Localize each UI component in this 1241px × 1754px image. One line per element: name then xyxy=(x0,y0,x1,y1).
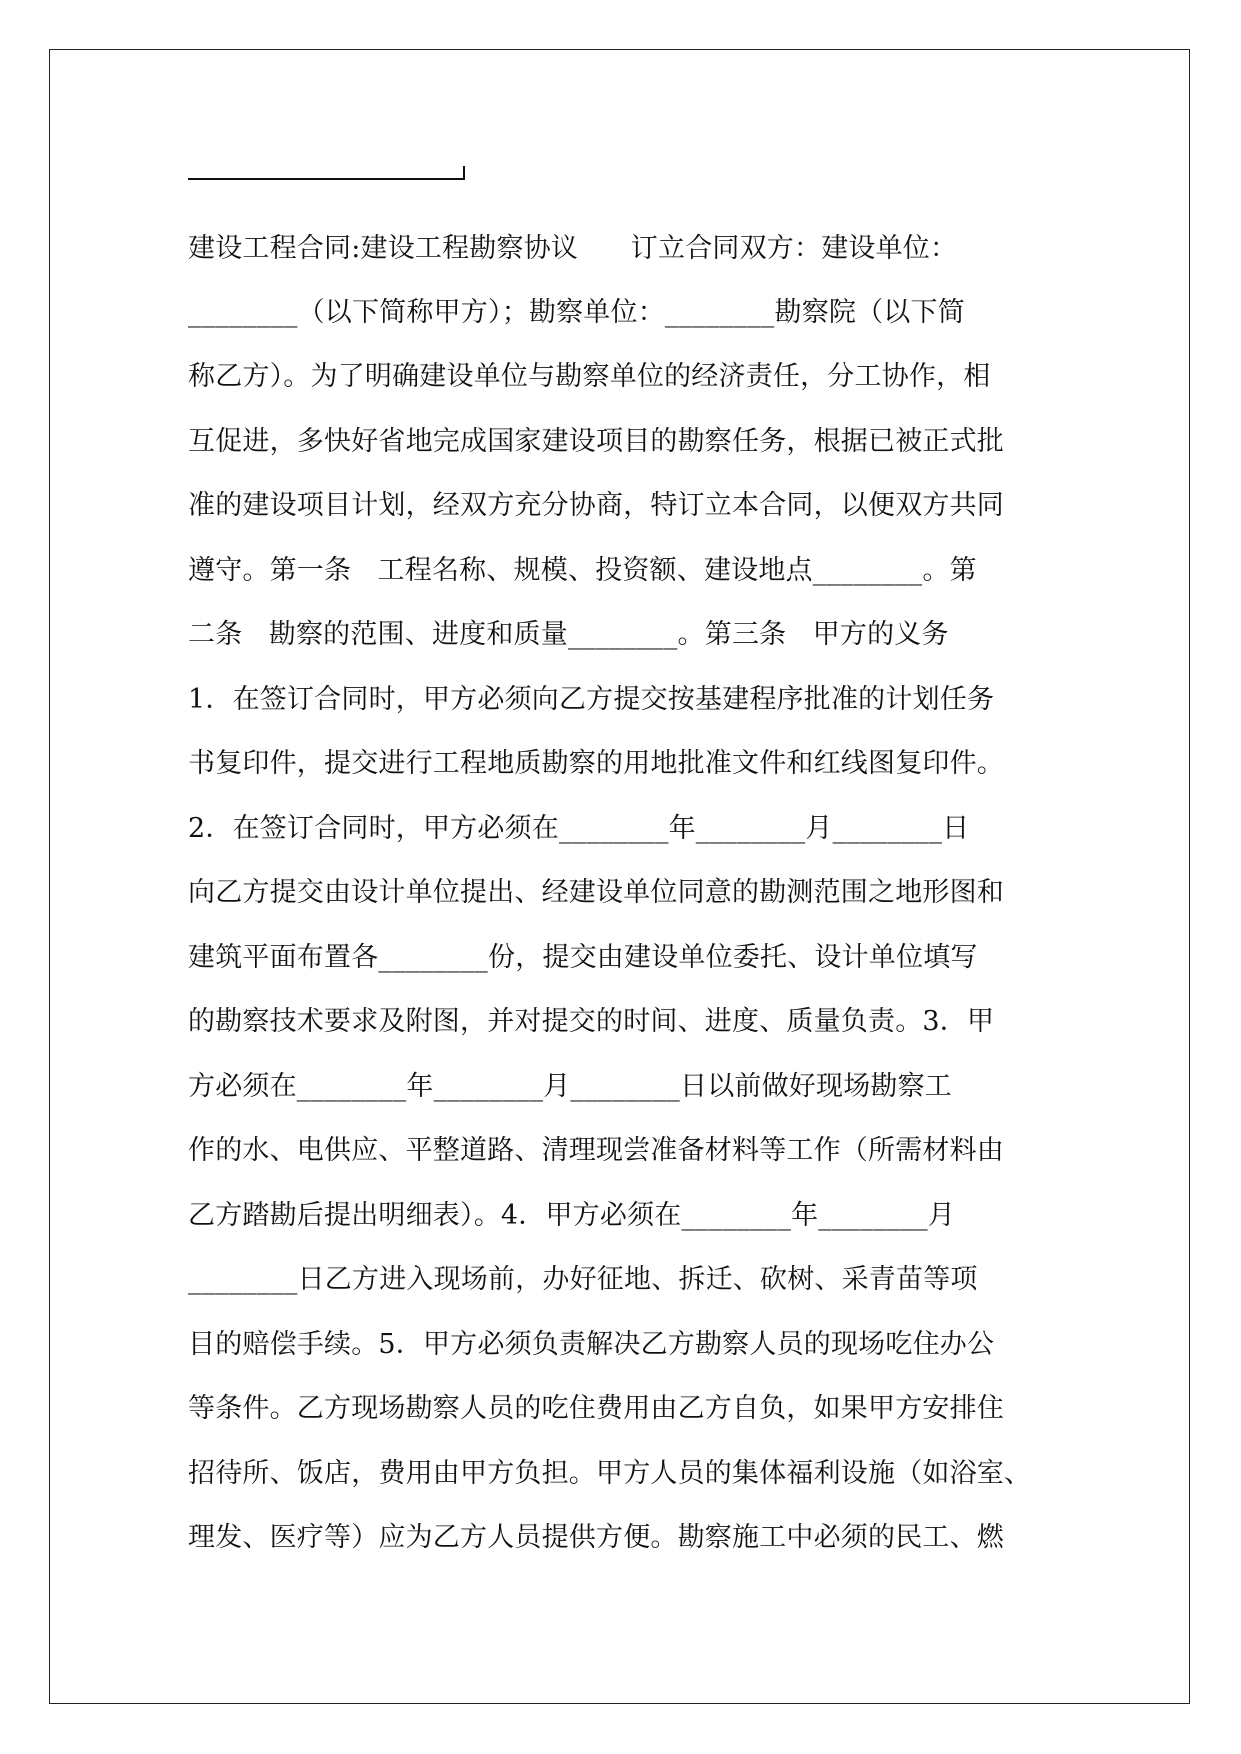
text-line: 1．在签订合同时，甲方必须向乙方提交按基建程序批准的计划任务 xyxy=(188,684,995,715)
text-line: 方必须在________年________月________日以前做好现场勘察工 xyxy=(188,1071,952,1102)
text-line: 招待所、饭店，费用由甲方负担。甲方人员的集体福利设施（如浴室、 xyxy=(188,1458,1032,1489)
text-line: 建设工程合同:建设工程勘察协议 订立合同双方：建设单位： xyxy=(188,233,958,264)
text-line: 乙方踏勘后提出明细表）。4．甲方必须在________年________月 xyxy=(188,1200,956,1231)
text-line: 遵守。第一条 工程名称、规模、投资额、建设地点________。第 xyxy=(188,555,977,586)
text-line: 作的水、电供应、平整道路、清理现尝准备材料等工作（所需材料由 xyxy=(188,1135,1004,1166)
text-line: 书复印件，提交进行工程地质勘察的用地批准文件和红线图复印件。 xyxy=(188,748,1004,779)
text-line: 理发、医疗等）应为乙方人员提供方便。勘察施工中必须的民工、燃 xyxy=(188,1522,1004,1553)
text-line: 向乙方提交由设计单位提出、经建设单位同意的勘测范围之地形图和 xyxy=(188,877,1004,908)
text-line: 等条件。乙方现场勘察人员的吃住费用由乙方自负，如果甲方安排住 xyxy=(188,1393,1004,1424)
text-line: 准的建设项目计划，经双方充分协商，特订立本合同，以便双方共同 xyxy=(188,490,1004,521)
text-line: 二条 勘察的范围、进度和质量________。第三条 甲方的义务 xyxy=(188,619,949,650)
header-rule-tick xyxy=(463,166,465,180)
header-rule xyxy=(188,178,465,180)
text-line: 目的赔偿手续。5．甲方必须负责解决乙方勘察人员的现场吃住办公 xyxy=(188,1329,995,1360)
text-line: ________（以下简称甲方）；勘察单位：________勘察院（以下简 xyxy=(188,297,965,328)
text-line: 互促进，多快好省地完成国家建设项目的勘察任务，根据已被正式批 xyxy=(188,426,1004,457)
text-line: 的勘察技术要求及附图，并对提交的时间、进度、质量负责。3．甲 xyxy=(188,1006,995,1037)
text-line: 2．在签订合同时，甲方必须在________年________月________日 xyxy=(188,813,970,844)
text-line: ________日乙方进入现场前，办好征地、拆迁、砍树、采青苗等项 xyxy=(188,1264,978,1295)
text-line: 称乙方）。为了明确建设单位与勘察单位的经济责任，分工协作，相 xyxy=(188,361,991,392)
text-line: 建筑平面布置各________份，提交由建设单位委托、设计单位填写 xyxy=(188,942,978,973)
